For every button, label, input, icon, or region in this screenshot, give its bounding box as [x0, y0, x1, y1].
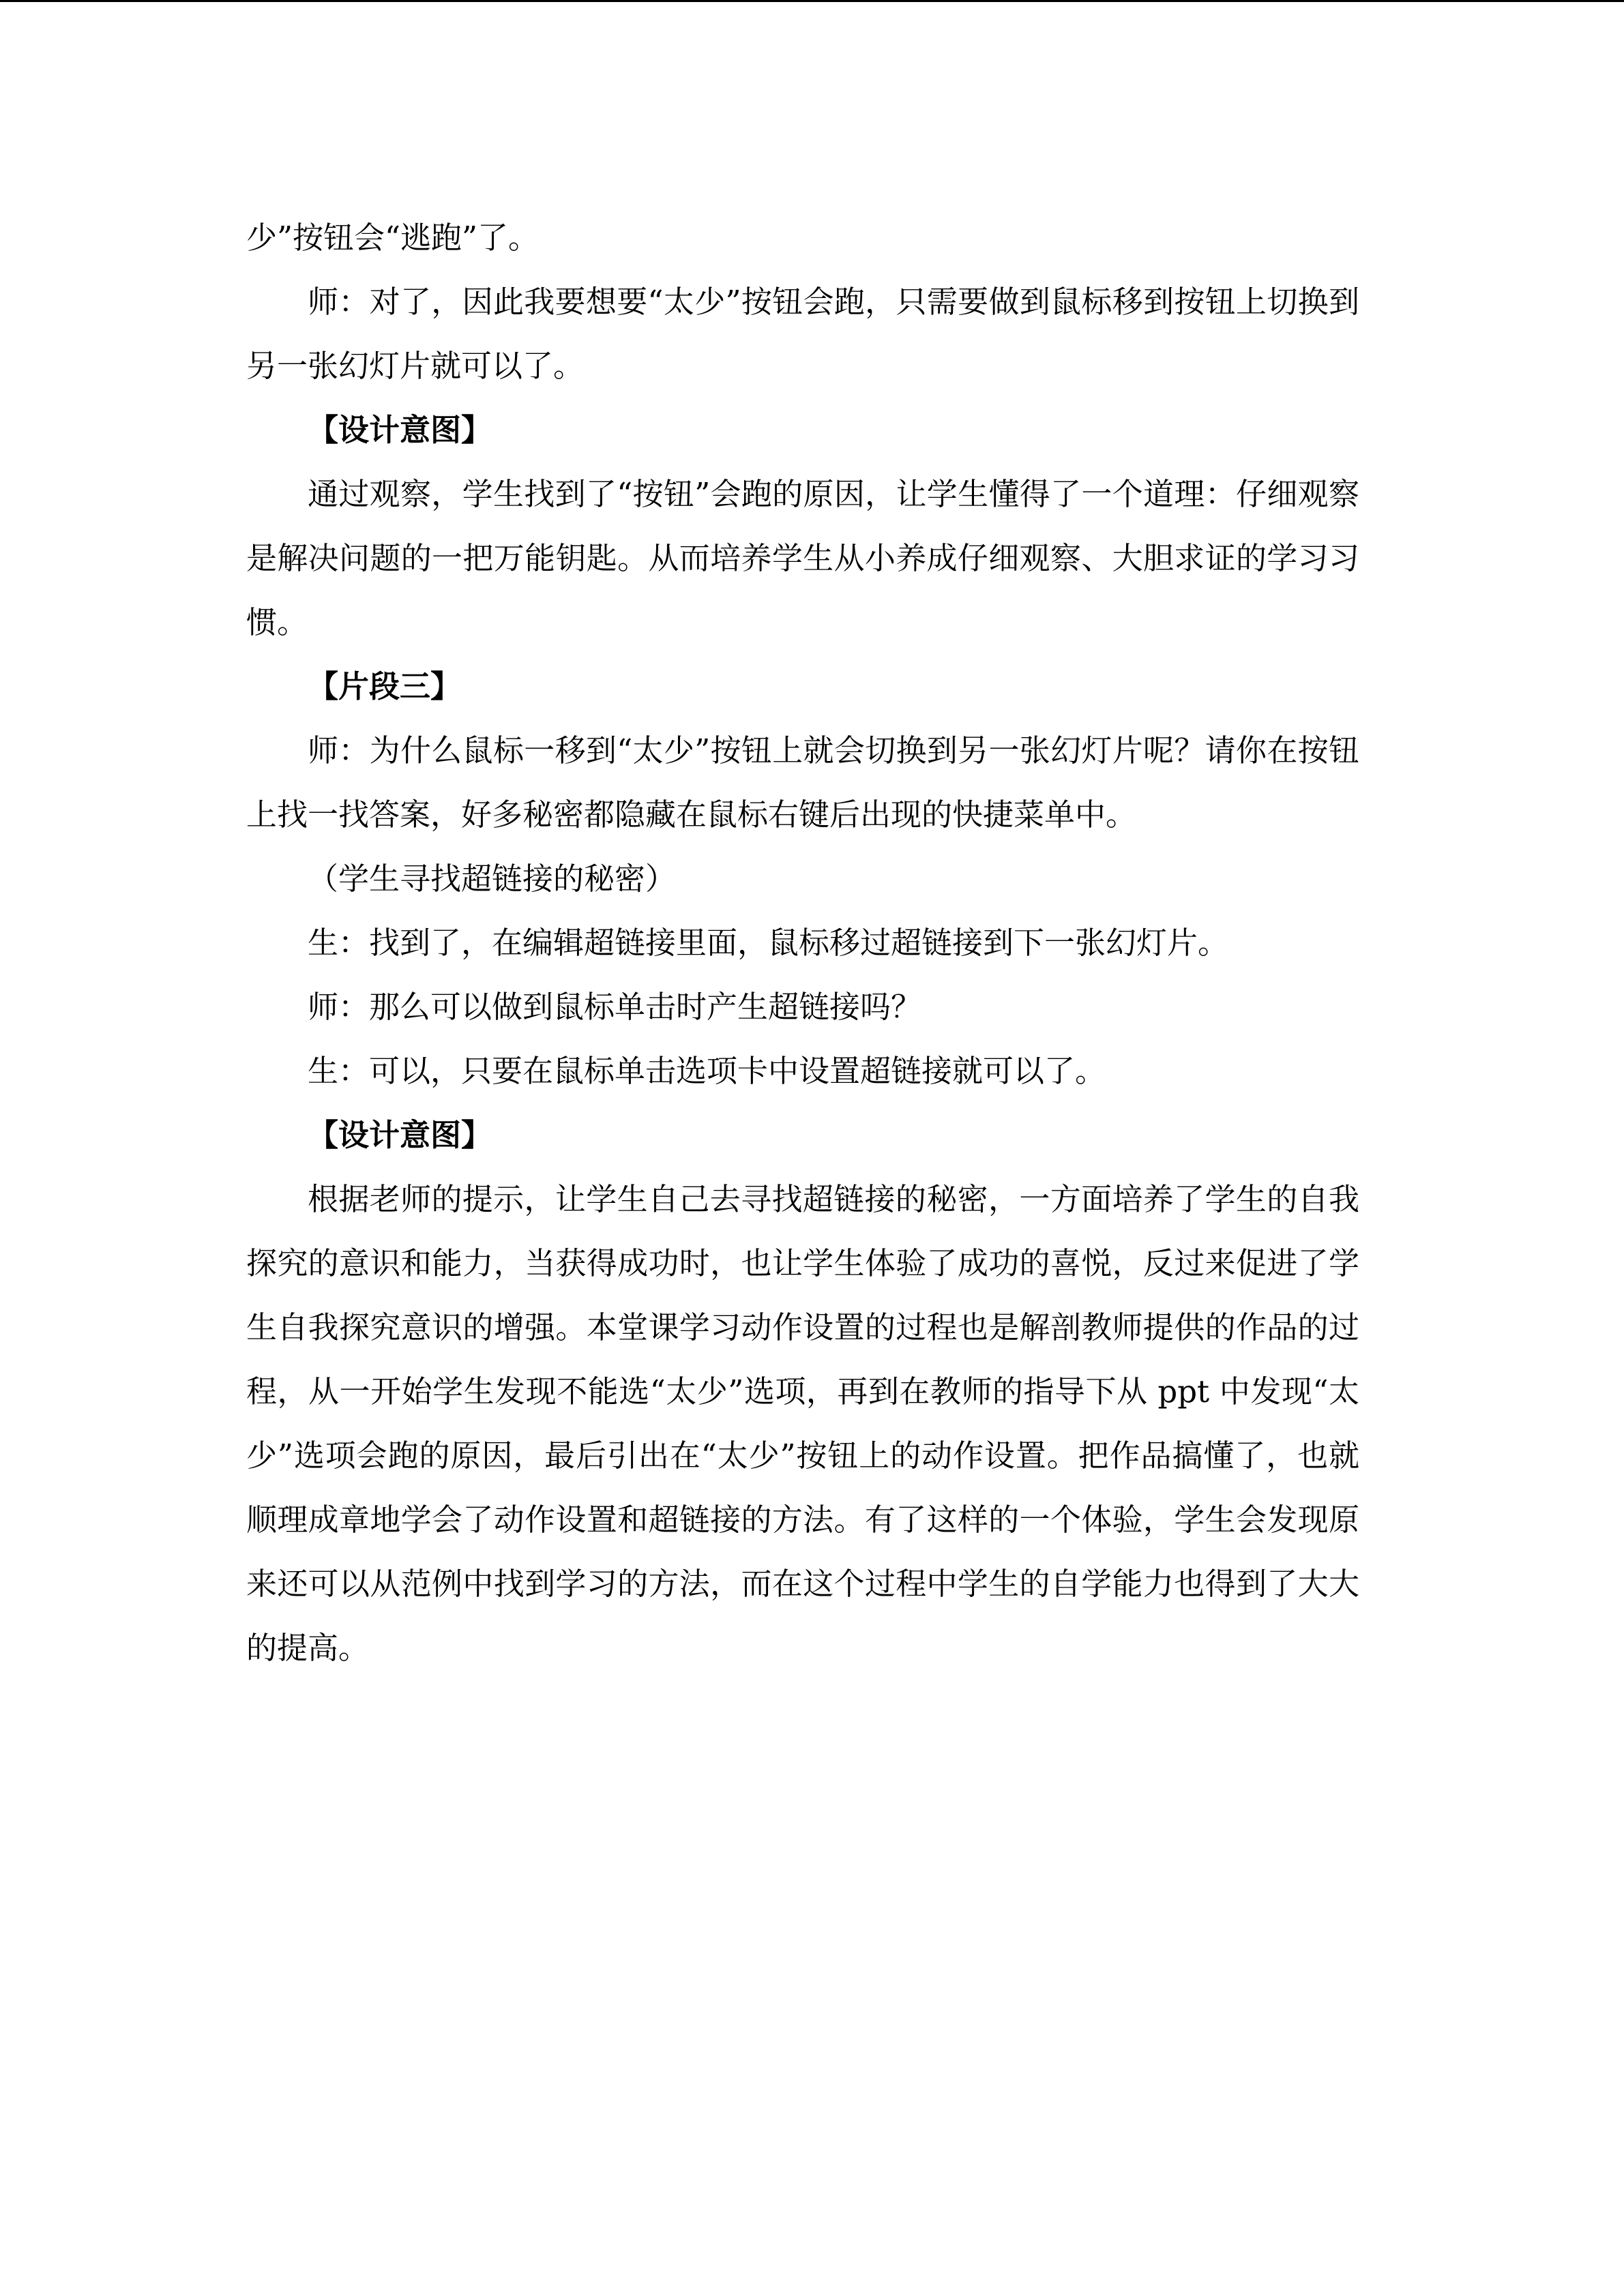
- paragraph-student-activity: （学生寻找超链接的秘密）: [308, 861, 677, 897]
- document-page: [246, 206, 1359, 1680]
- paragraph-design-intent: 通过观察，学生找到了“按钮”会跑的原因，让学生懂得了一个道理：仔细观察是解决问题的一把万能钥匙。从而培养学生从小养成仔细观察、大胆求证的学习习惯。: [246, 476, 1359, 640]
- paragraph-teacher-dialogue: 师：对了，因此我要想要“太少”按钮会跑，只需要做到鼠标移到按钮上切换到另一张幻灯片就可以了。: [246, 284, 1359, 384]
- paragraph-design-intent-2: 根据老师的提示，让学生自己去寻找超链接的秘密，一方面培养了学生的自我探究的意识和能力，当获得成功时，也让学生体验了成功的喜悦，反过来促进了学生自我探究意识的增强。本堂课学习动作设置的过程也是解剖教师提供的作品的过程，从一开始学生发现不能选“太少”选项，再到在教师的指导下从 ppt 中发现“太少”选项会跑的原因，最后引出在“太少”按钮上的动作设置。把作品搞懂了，也就顺理成章地学会了动作设置和超链接的方法。有了这样的一个体验，学生会发现原来还可以从范例中找到学习的方法，而在这个过程中学生的自学能力也得到了大大的提高。: [246, 1181, 1359, 1666]
- section-heading-design-intent: 【设计意图】: [308, 412, 492, 448]
- paragraph-teacher-question: 师：为什么鼠标一移到“太少”按钮上就会切换到另一张幻灯片呢？请你在按钮上找一找答案，好多秘密都隐藏在鼠标右键后出现的快捷菜单中。: [246, 732, 1359, 833]
- paragraph-continuation: 少”按钮会“逃跑”了。: [246, 220, 540, 256]
- paragraph-student-answer: 生：找到了，在编辑超链接里面，鼠标移过超链接到下一张幻灯片。: [308, 925, 1229, 961]
- section-heading-design-intent-2: 【设计意图】: [308, 1117, 492, 1153]
- paragraph-student-reply: 生：可以，只要在鼠标单击选项卡中设置超链接就可以了。: [308, 1053, 1106, 1089]
- page-top-border: [0, 0, 1624, 2]
- paragraph-teacher-followup: 师：那么可以做到鼠标单击时产生超链接吗？: [308, 989, 922, 1025]
- section-heading-segment-three: 【片段三】: [308, 668, 462, 704]
